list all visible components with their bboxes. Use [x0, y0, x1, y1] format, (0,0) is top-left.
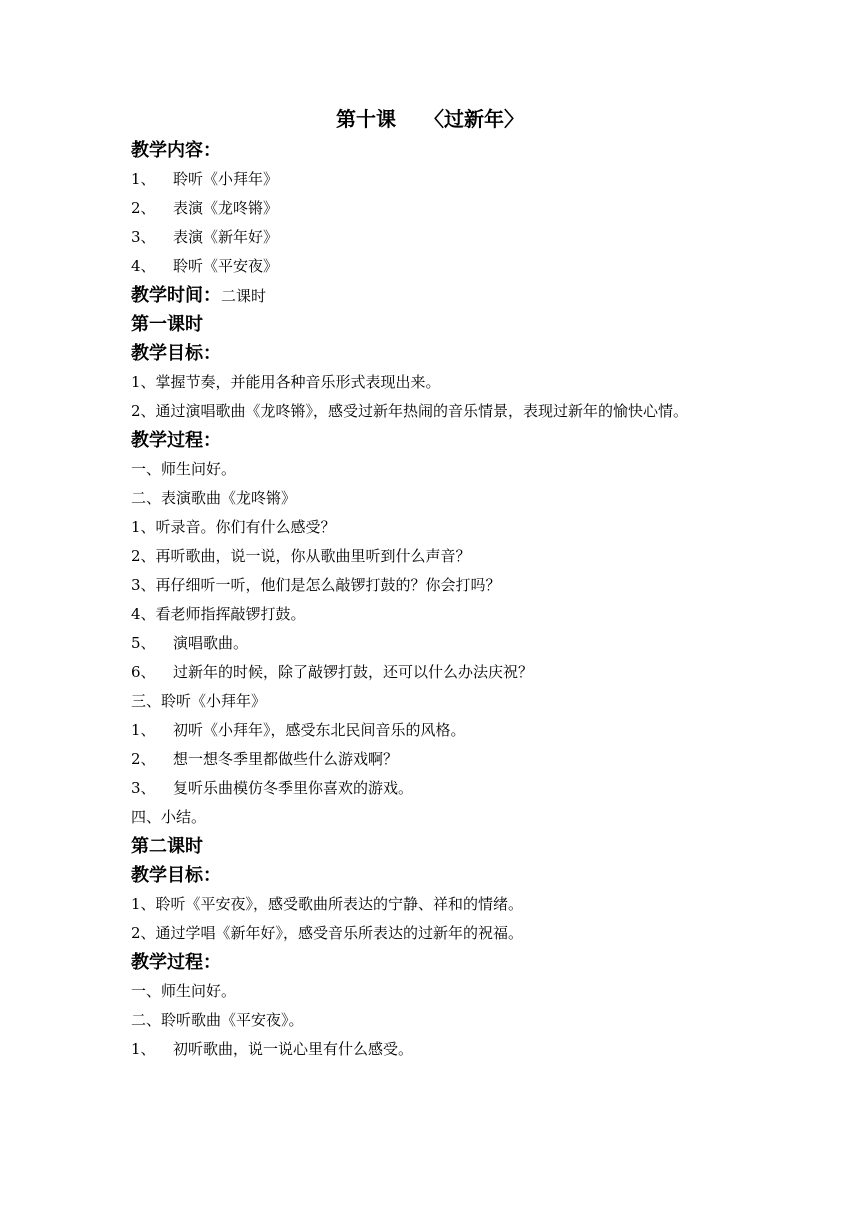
lesson1-process-header: 教学过程：	[131, 430, 221, 451]
part3-item: 2、 想一想冬季里都做些什么游戏啊？	[131, 750, 399, 768]
process-step: 一、师生问好。	[131, 982, 237, 1000]
time-row	[131, 281, 731, 310]
process-step: 一、师生问好。	[131, 460, 237, 478]
time-label: 教学时间：	[131, 285, 221, 306]
summary: 四、小结。	[131, 808, 207, 826]
lesson1-header: 第一课时	[131, 314, 203, 335]
process-step: 二、表演歌曲《龙咚锵》	[131, 489, 297, 507]
process-step: 3、再仔细听一听，他们是怎么敲锣打鼓的？你会打吗？	[131, 576, 501, 594]
lesson-title	[0, 104, 860, 134]
lesson2-goals-header: 教学目标：	[131, 865, 221, 886]
part3-item: 3、 复听乐曲模仿冬季里你喜欢的游戏。	[131, 779, 414, 797]
content-header: 教学内容：	[131, 140, 221, 161]
content-item: 2、 表演《龙咚锵》	[131, 199, 279, 217]
content-item: 1、 聆听《小拜年》	[131, 170, 279, 188]
process-step: 2、再听歌曲，说一说，你从歌曲里听到什么声音？	[131, 547, 471, 565]
content-item: 3、 表演《新年好》	[131, 228, 279, 246]
part3-title: 三、聆听《小拜年》	[131, 692, 267, 710]
process-step: 6、 过新年的时候，除了敲锣打鼓，还可以什么办法庆祝？	[131, 663, 534, 681]
document-body	[131, 136, 731, 1064]
title-main: 第十课	[336, 107, 396, 131]
process-step: 二、聆听歌曲《平安夜》。	[131, 1011, 304, 1029]
lesson2-goal: 1、聆听《平安夜》，感受歌曲所表达的宁静、祥和的情绪。	[131, 895, 524, 913]
lesson2-header: 第二课时	[131, 836, 203, 857]
lesson1-goal: 2、通过演唱歌曲《龙咚锵》，感受过新年热闹的音乐情景，表现过新年的愉快心情。	[131, 402, 689, 420]
time-value: 二课时	[221, 287, 267, 305]
process-step: 1、 初听歌曲，说一说心里有什么感受。	[131, 1040, 414, 1058]
lesson2-process-header: 教学过程：	[131, 952, 221, 973]
lesson1-goal: 1、掌握节奏，并能用各种音乐形式表现出来。	[131, 373, 441, 391]
lesson1-goals-header: 教学目标：	[131, 343, 221, 364]
content-item: 4、 聆听《平安夜》	[131, 257, 279, 275]
process-step: 1、听录音。你们有什么感受？	[131, 518, 336, 536]
part3-item: 1、 初听《小拜年》，感受东北民间音乐的风格。	[131, 721, 466, 739]
lesson2-goal: 2、通过学唱《新年好》，感受音乐所表达的过新年的祝福。	[131, 924, 524, 942]
process-step: 4、看老师指挥敲锣打鼓。	[131, 605, 306, 623]
process-step: 5、 演唱歌曲。	[131, 634, 249, 652]
title-sub: 〈过新年〉	[424, 107, 524, 131]
